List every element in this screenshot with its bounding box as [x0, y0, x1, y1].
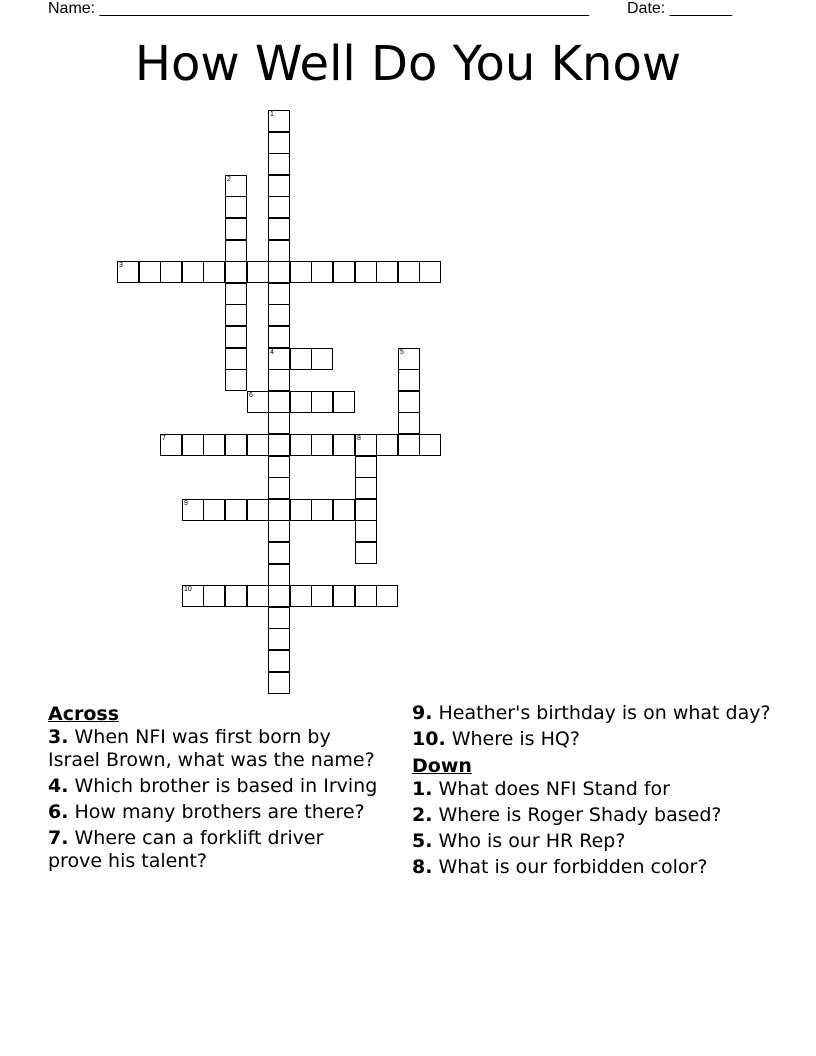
grid-cell[interactable]: [203, 434, 225, 456]
grid-cell[interactable]: [268, 240, 290, 262]
grid-cell[interactable]: [268, 499, 290, 521]
grid-cell[interactable]: [333, 434, 355, 456]
grid-cell[interactable]: [290, 585, 312, 607]
grid-cell[interactable]: [333, 585, 355, 607]
cell-number: 6: [249, 392, 253, 399]
grid-cell[interactable]: [355, 542, 377, 564]
clues-left-column: [48, 702, 378, 876]
grid-cell[interactable]: [268, 650, 290, 672]
clue-across-9: 9. Heather's birthday is on what day?: [412, 702, 771, 724]
grid-cell[interactable]: [268, 564, 290, 586]
grid-cell[interactable]: [268, 607, 290, 629]
grid-cell[interactable]: [398, 412, 420, 434]
grid-cell[interactable]: [160, 434, 182, 456]
grid-cell[interactable]: [355, 499, 377, 521]
grid-cell[interactable]: [268, 218, 290, 240]
cell-number: 7: [162, 435, 166, 442]
grid-cell[interactable]: [225, 326, 247, 348]
grid-cell[interactable]: [182, 434, 204, 456]
grid-cell[interactable]: [247, 391, 269, 413]
grid-cell[interactable]: [225, 283, 247, 305]
clues-right-column: [412, 702, 772, 882]
cell-number: 4: [270, 349, 274, 356]
clue-down-5: 5. Who is our HR Rep?: [412, 830, 626, 852]
grid-cell[interactable]: [225, 218, 247, 240]
grid-cell[interactable]: [355, 520, 377, 542]
grid-cell[interactable]: [268, 261, 290, 283]
grid-cell[interactable]: [268, 196, 290, 218]
grid-cell[interactable]: [398, 391, 420, 413]
grid-cell[interactable]: [225, 240, 247, 262]
clue-across-4: 4. Which brother is based in Irving: [48, 775, 378, 797]
grid-cell[interactable]: [355, 456, 377, 478]
cell-number: 2: [227, 176, 231, 183]
grid-cell[interactable]: [225, 369, 247, 391]
cell-number: 10: [184, 586, 192, 593]
grid-cell[interactable]: [225, 196, 247, 218]
grid-cell[interactable]: [398, 369, 420, 391]
clue-down-8: 8. What is our forbidden color?: [412, 856, 708, 878]
grid-cell[interactable]: [419, 434, 441, 456]
grid-cell[interactable]: [268, 628, 290, 650]
grid-cell[interactable]: [290, 434, 312, 456]
grid-cell[interactable]: [203, 499, 225, 521]
grid-cell[interactable]: [268, 369, 290, 391]
grid-cell[interactable]: [355, 477, 377, 499]
down-heading: Down: [412, 755, 472, 777]
grid-cell[interactable]: [268, 412, 290, 434]
grid-cell[interactable]: [311, 391, 333, 413]
clue-across-3: 3. When NFI was first born by Israel Brown, what was the name?: [48, 726, 375, 771]
grid-cell[interactable]: [225, 499, 247, 521]
grid-cell[interactable]: [247, 434, 269, 456]
grid-cell[interactable]: [333, 391, 355, 413]
clue-down-2: 2. Where is Roger Shady based?: [412, 804, 722, 826]
grid-cell[interactable]: [398, 348, 420, 370]
page-title: How Well Do You Know: [134, 36, 682, 92]
grid-cell[interactable]: [225, 261, 247, 283]
grid-cell[interactable]: [355, 261, 377, 283]
grid-cell[interactable]: [117, 261, 139, 283]
grid-cell[interactable]: [160, 261, 182, 283]
grid-cell[interactable]: [225, 585, 247, 607]
across-heading: Across: [48, 703, 120, 725]
clue-down-1: 1. What does NFI Stand for: [412, 778, 670, 800]
grid-cell[interactable]: [225, 304, 247, 326]
grid-cell[interactable]: [225, 175, 247, 197]
grid-cell[interactable]: [268, 175, 290, 197]
grid-cell[interactable]: [203, 585, 225, 607]
grid-cell[interactable]: [376, 585, 398, 607]
cell-number: 5: [400, 349, 404, 356]
grid-cell[interactable]: [182, 261, 204, 283]
grid-cell[interactable]: [268, 391, 290, 413]
grid-cell[interactable]: [247, 499, 269, 521]
name-field[interactable]: Name: _______________________________________________________: [48, 0, 589, 17]
clue-across-6: 6. How many brothers are there?: [48, 801, 365, 823]
grid-cell[interactable]: [355, 434, 377, 456]
grid-cell[interactable]: [311, 499, 333, 521]
cell-number: 9: [184, 500, 188, 507]
grid-cell[interactable]: [398, 261, 420, 283]
grid-cell[interactable]: [311, 585, 333, 607]
cell-number: 1: [270, 111, 274, 118]
grid-cell[interactable]: [311, 348, 333, 370]
grid-cell[interactable]: [247, 261, 269, 283]
grid-cell[interactable]: [311, 261, 333, 283]
cell-number: 3: [119, 262, 123, 269]
grid-cell[interactable]: [247, 585, 269, 607]
grid-cell[interactable]: [398, 434, 420, 456]
grid-cell[interactable]: [290, 499, 312, 521]
grid-cell[interactable]: [376, 261, 398, 283]
grid-cell[interactable]: [333, 261, 355, 283]
cell-number: 8: [357, 435, 361, 442]
grid-cell[interactable]: [268, 542, 290, 564]
grid-cell[interactable]: [311, 434, 333, 456]
grid-cell[interactable]: [355, 585, 377, 607]
grid-cell[interactable]: [268, 304, 290, 326]
grid-cell[interactable]: [139, 261, 161, 283]
grid-cell[interactable]: [268, 110, 290, 132]
grid-cell[interactable]: [419, 261, 441, 283]
grid-cell[interactable]: [268, 326, 290, 348]
grid-cell[interactable]: [268, 153, 290, 175]
grid-cell[interactable]: [268, 456, 290, 478]
grid-cell[interactable]: [182, 585, 204, 607]
clue-across-10: 10. Where is HQ?: [412, 728, 580, 750]
clue-across-7: 7. Where can a forklift driver prove his talent?: [48, 827, 324, 872]
grid-cell[interactable]: [268, 434, 290, 456]
date-field[interactable]: Date: _______: [627, 0, 732, 17]
grid-cell[interactable]: [290, 261, 312, 283]
grid-cell[interactable]: [182, 499, 204, 521]
grid-cell[interactable]: [290, 348, 312, 370]
grid-cell[interactable]: [225, 348, 247, 370]
grid-cell[interactable]: [290, 391, 312, 413]
grid-cell[interactable]: [268, 477, 290, 499]
grid-cell[interactable]: [203, 261, 225, 283]
grid-cell[interactable]: [333, 499, 355, 521]
grid-cell[interactable]: [268, 348, 290, 370]
grid-cell[interactable]: [225, 434, 247, 456]
grid-cell[interactable]: [268, 283, 290, 305]
grid-cell[interactable]: [268, 585, 290, 607]
grid-cell[interactable]: [268, 132, 290, 154]
grid-cell[interactable]: [376, 434, 398, 456]
grid-cell[interactable]: [268, 672, 290, 694]
grid-cell[interactable]: [268, 520, 290, 542]
